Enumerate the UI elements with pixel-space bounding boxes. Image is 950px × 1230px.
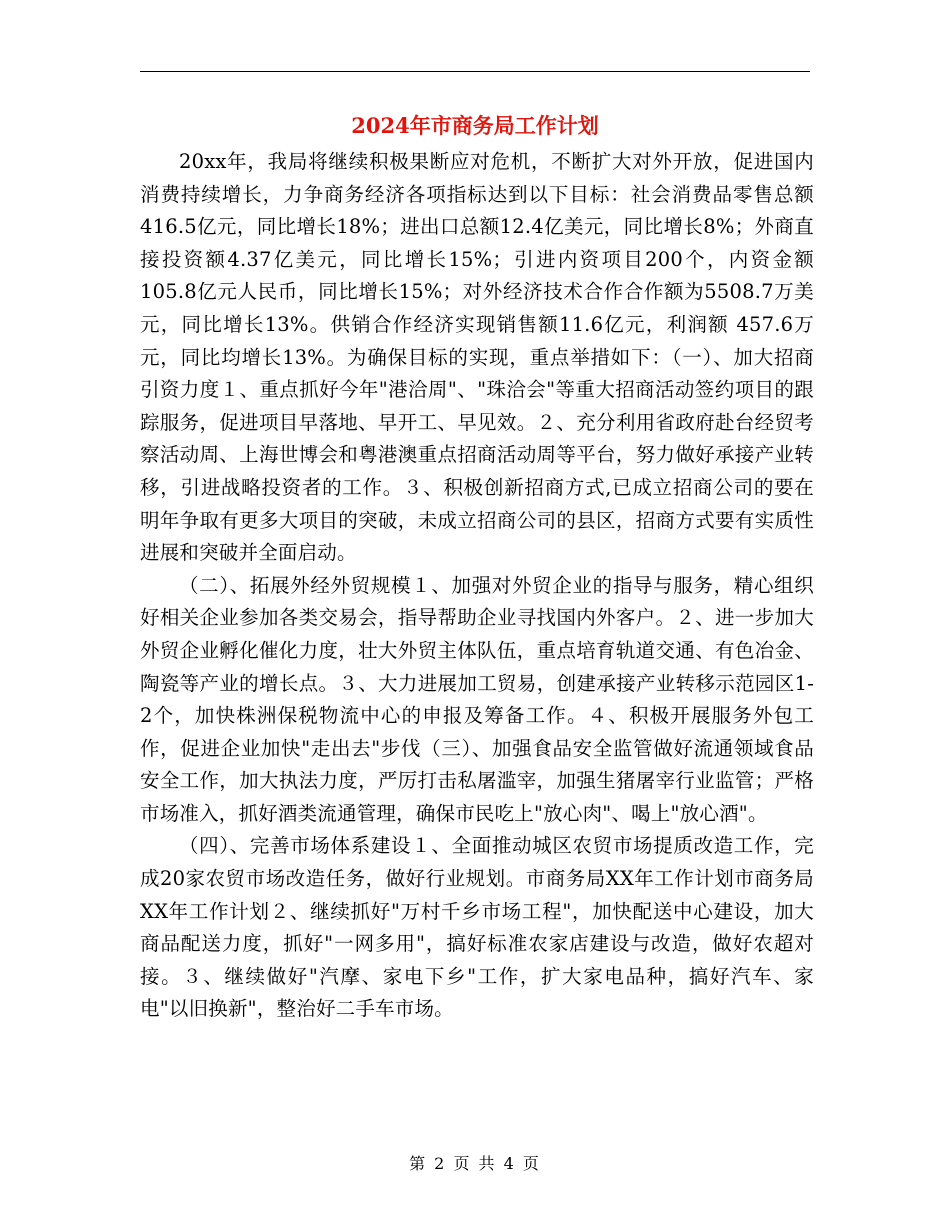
document-title: 2024年市商务局工作计划 <box>351 113 599 138</box>
body-paragraph: （四）、完善市场体系建设１、全面推动城区农贸市场提质改造工作，完成20家农贸市场改造任务，做好行业规划。市商务局XX年工作计划市商务局XX年工作计划２、继续抓好"万村千乡市场工程"，加快配送中心建设，加大商品配送力度，抓好"一网多用"，搞好标准农家店建设与改造，做好农超对接。３、继续做好"汽摩、家电下乡"工作，扩大家电品种，搞好汽车、家电"以旧换新"，整治好二手车市场。 <box>140 834 814 1021</box>
page-number: 第 2 页 共 4 页 <box>409 1154 541 1173</box>
header-rule <box>140 71 810 72</box>
body-paragraph: （二）、拓展外经外贸规模１、加强对外贸企业的指导与服务，精心组织好相关企业参加各类交易会，指导帮助企业寻找国内外客户。２、进一步加大外贸企业孵化催化力度，壮大外贸主体队伍，重点培育轨道交通、有色冶金、陶瓷等产业的增长点。３、大力进展加工贸易，创建承接产业转移示范园区1-2个，加快株洲保税物流中心的申报及筹备工作。４、积极开展服务外包工作，促进企业加快"走出去"步伐（三）、加强食品安全监管做好流通领域食品安全工作，加大执法力度，严厉打击私屠滥宰，加强生猪屠宰行业监管；严格市场准入，抓好酒类流通管理，确保市民吃上"放心肉"、喝上"放心酒"。 <box>140 573 814 825</box>
document-body <box>140 146 814 1026</box>
body-paragraph: 20xx年，我局将继续积极果断应对危机，不断扩大对外开放，促进国内消费持续增长，力争商务经济各项指标达到以下目标：社会消费品零售总额 416.5亿元，同比增长18%；进出口总额12.4亿美元，同比增长8%；外商直接投资额4.37亿美元，同比增长15%；引进内资项目200个，内资金额105.8亿元人民币，同比增长15%；对外经济技术合作合作额为5508.7万美元，同比增长13%。供销合作经济实现销售额11.6亿元，利润额 457.6万元，同比均增长13%。为确保目标的实现，重点举措如下：（一）、加大招商引资力度１、重点抓好今年"港洽周"、"珠洽会"等重大招商活动签约项目的跟踪服务，促进项目早落地、早开工、早见效。２、充分利用省政府赴台经贸考察活动周、上海世博会和粤港澳重点招商活动周等平台，努力做好承接产业转移，引进战略投资者的工作。３、积极创新招商方式,已成立招商公司的要在明年争取有更多大项目的突破，未成立招商公司的县区，招商方式要有实质性进展和突破并全面启动。 <box>140 150 814 565</box>
